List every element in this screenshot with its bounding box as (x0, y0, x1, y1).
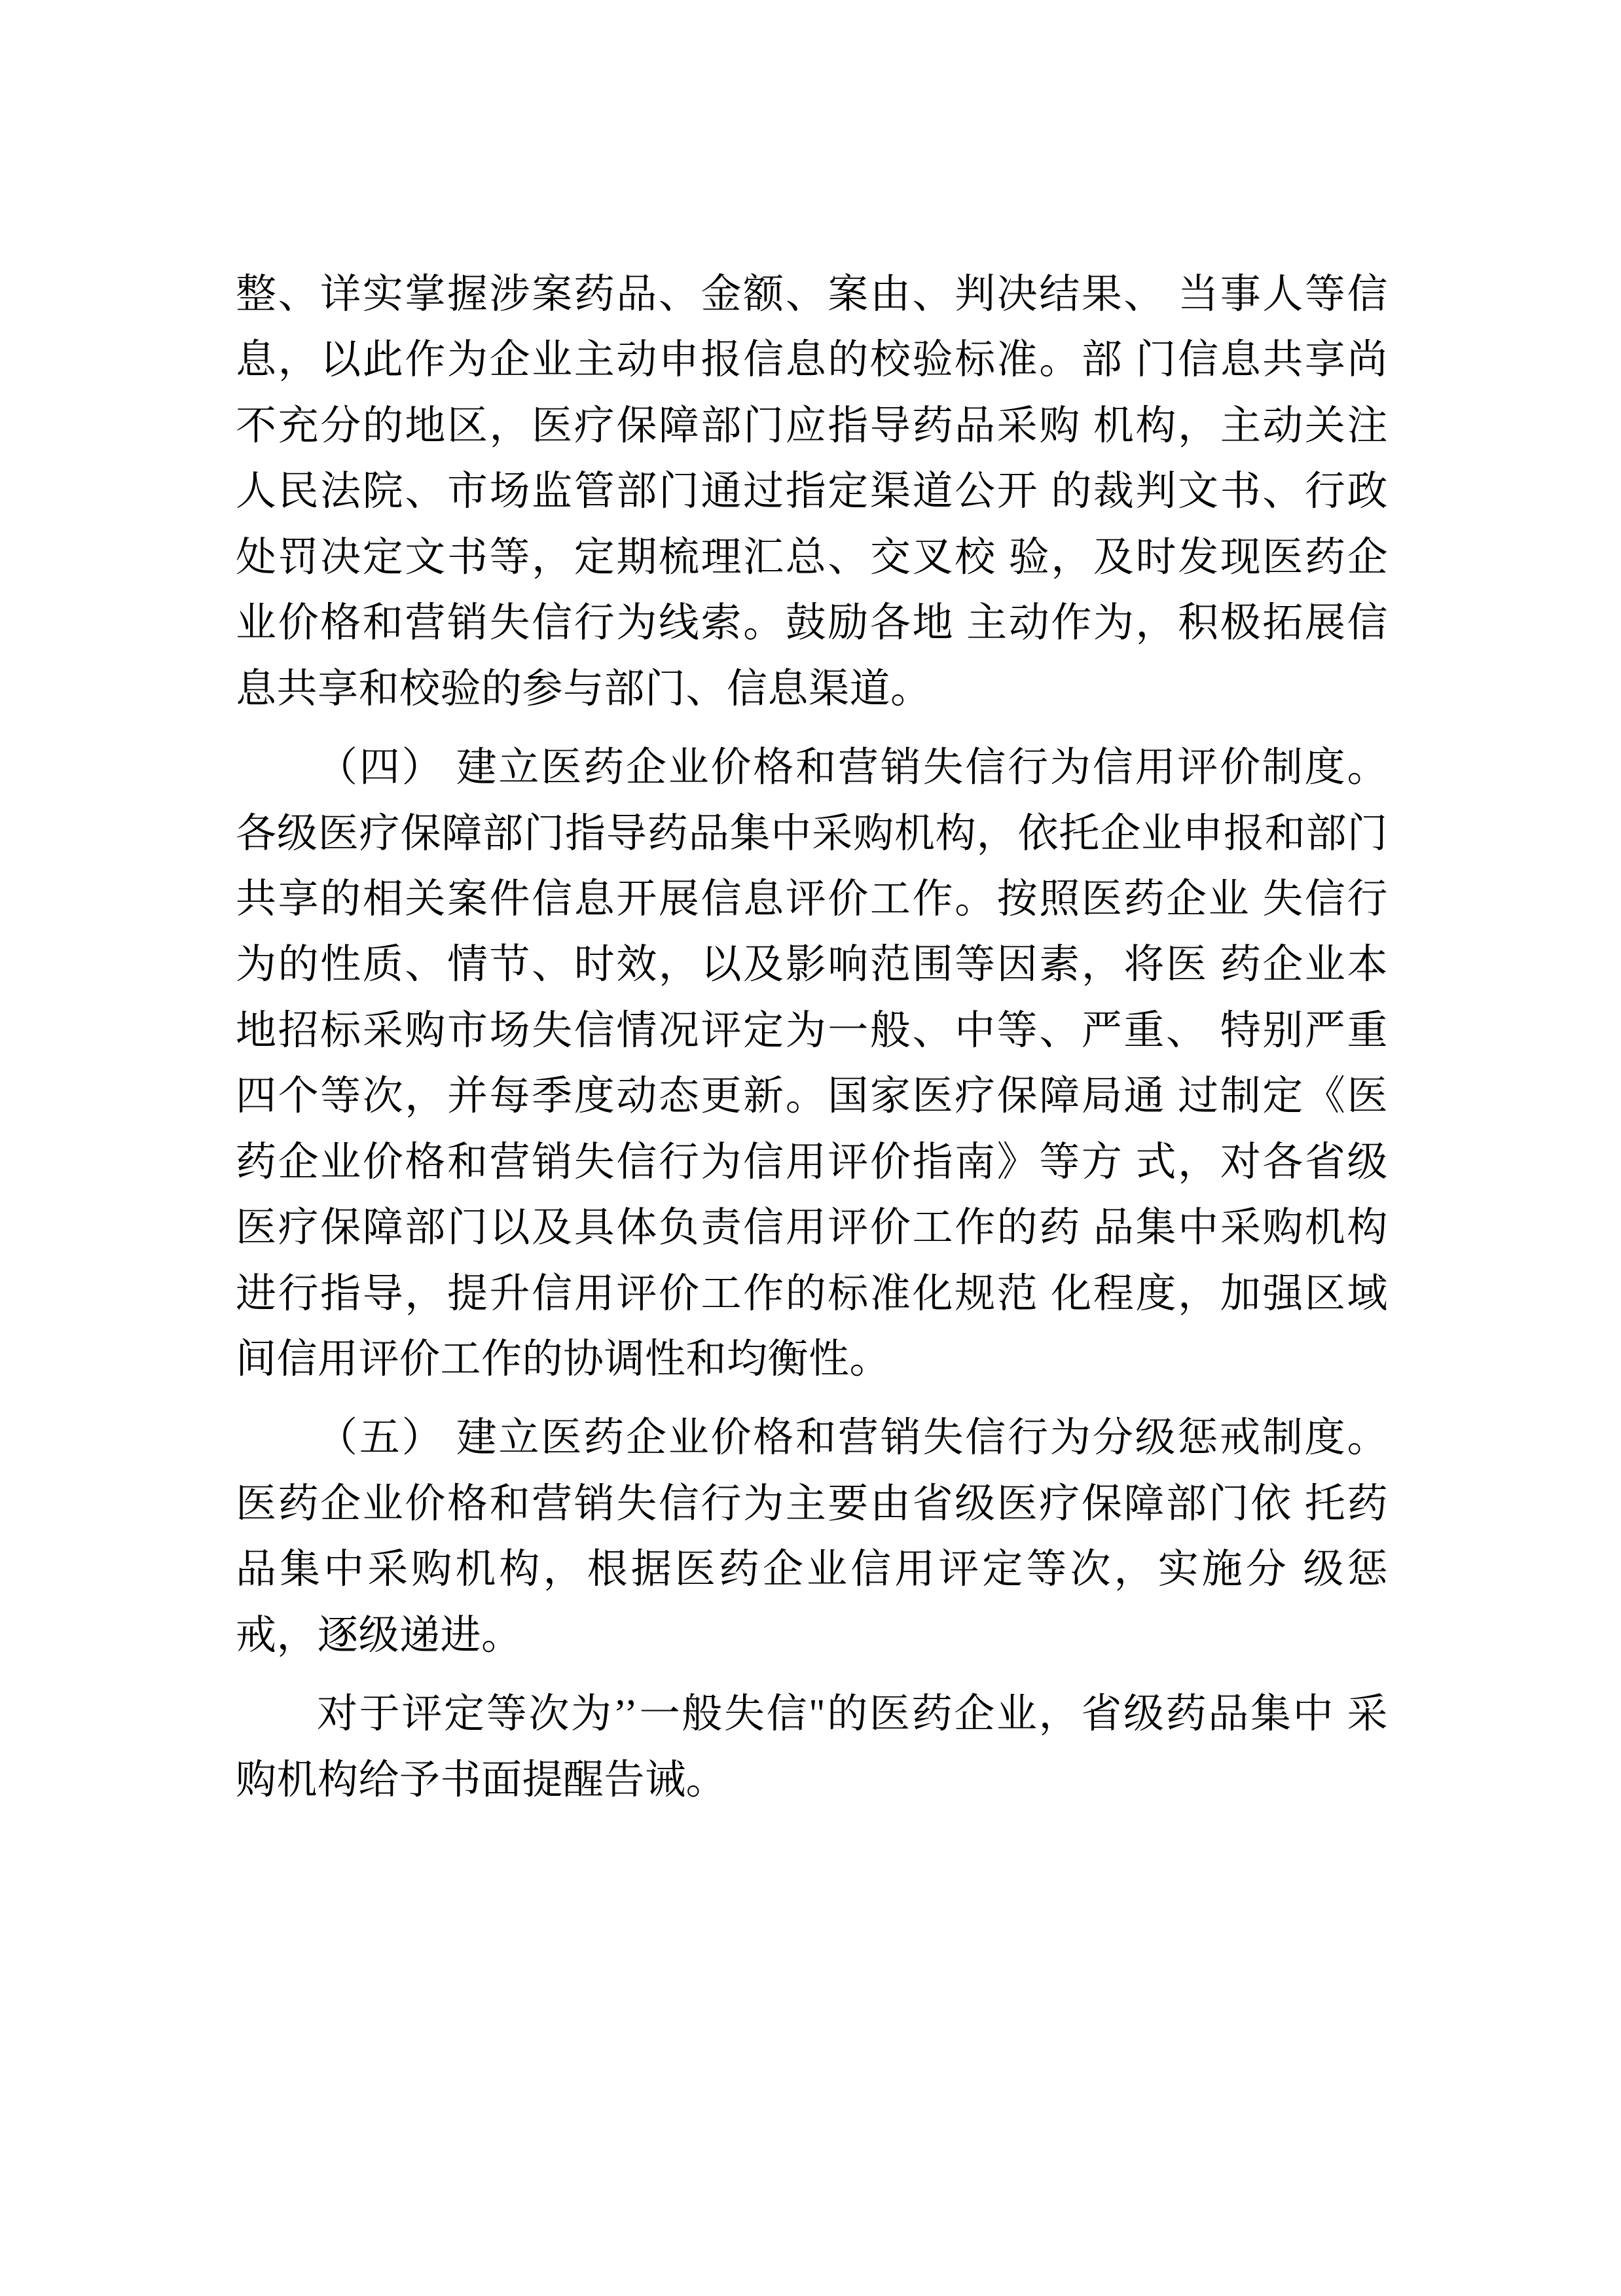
paragraph-spacer (236, 726, 1388, 735)
document-body (236, 262, 1388, 1813)
paragraph-spacer (236, 1396, 1388, 1405)
paragraph-item-five: （五） 建立医药企业价格和营销失信行为分级惩戒制度。 医药企业价格和营销失信行为主要由省级医疗保障部门依 托药品集中采购机构，根据医药企业信用评定等次，实施分 级惩戒，逐级递进。 (236, 1416, 1388, 1658)
paragraph-general-breach: 对于评定等次为’’一般失信"的医药企业，省级药品集中 采购机构给予书面提醒告诫。 (236, 1692, 1388, 1803)
paragraph-continuation: 整、详实掌握涉案药品、金额、案由、判决结果、 当事人等信息，以此作为企业主动申报信息的校验标准。部 门信息共享尚不充分的地区，医疗保障部门应指导药品采购 机构，主动关注人民法院、市场监管部门通过指定渠道公开 的裁判文书、行政处罚决定文书等，定期梳理汇总、交叉校 验，及时发现医药企业价格和营销失信行为线索。鼓励各地 主动作为，积极拓展信息共享和校验的参与部门、信息渠道。 (236, 272, 1388, 711)
paragraph-spacer (236, 1672, 1388, 1681)
paragraph-item-four: （四） 建立医药企业价格和营销失信行为信用评价制度。 各级医疗保障部门指导药品集中采购机构，依托企业申报和部门共享的相关案件信息开展信息评价工作。按照医药企业 失信行为的性质、情节、时效，以及影响范围等因素，将医 药企业本地招标采购市场失信情况评定为一般、中等、严重、 特别严重四个等次，并每季度动态更新。国家医疗保障局通 过制定《医药企业价格和营销失信行为信用评价指南》等方 式，对各省级医疗保障部门以及具体负责信用评价工作的药 品集中采购机构进行指导，提升信用评价工作的标准化规范 化程度，加强区域间信用评价工作的协调性和均衡性。 (236, 745, 1388, 1382)
